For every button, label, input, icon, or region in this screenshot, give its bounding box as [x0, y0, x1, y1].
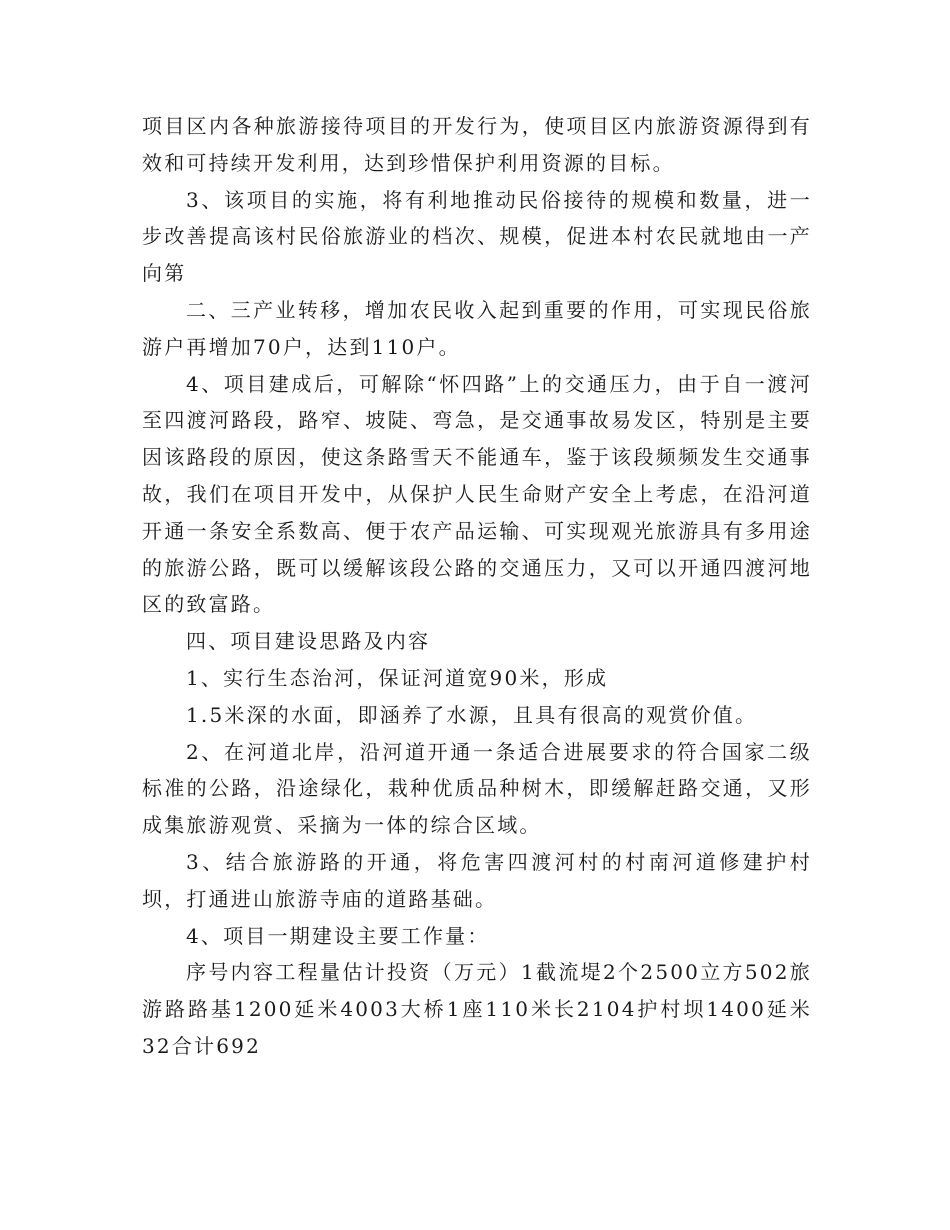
paragraph-item-4-traffic: 4、项目建成后，可解除“怀四路”上的交通压力，由于自一渡河至四渡河路段，路窄、坡陡、弯急，是交通事故易发区，特别是主要因该路段的原因，使这条路雪天不能通车，鉴于该段频频发生交通事故，我们在项目开发中，从保护人民生命财产安全上考虑，在沿河道开通一条安全系数高、便于农产品运输、可实现观光旅游具有多用途的旅游公路，既可以缓解该段公路的交通压力，又可以开通四渡河地区的致富路。 — [142, 371, 812, 617]
paragraph-item-3-folk-reception: 3、该项目的实施，将有利地推动民俗接待的规模和数量，进一步改善提高该村民俗旅游业的档次、规模，促进本村农民就地由一产向第 — [142, 187, 812, 286]
paragraph-industry-transfer: 二、三产业转移，增加农民收入起到重要的作用，可实现民俗旅游户再增加70户，达到110户。 — [142, 297, 812, 359]
paragraph-content-item-3: 3、结合旅游路的开通，将危害四渡河村的村南河道修建护村坝，打通进山旅游寺庙的道路基础。 — [142, 849, 812, 911]
paragraph-content-item-1: 1、实行生态治河，保证河道宽90米，形成 — [186, 665, 609, 690]
paragraph-workload-list: 序号内容工程量估计投资（万元）1截流堤2个2500立方502旅游路路基1200延米4003大桥1座110米长2104护村坝1400延米32合计692 — [142, 960, 812, 1058]
paragraph-water-surface: 1.5米深的水面，即涵养了水源，且具有很高的观赏价值。 — [186, 702, 758, 727]
document-body — [142, 108, 812, 1065]
paragraph-content-item-2: 2、在河道北岸，沿河道开通一条适合进展要求的符合国家二级标准的公路，沿途绿化，栽种优质品种树木，即缓解赶路交通，又形成集旅游观赏、采摘为一体的综合区域。 — [142, 739, 812, 838]
section-heading-4: 四、项目建设思路及内容 — [186, 629, 431, 654]
paragraph-content-item-4: 4、项目一期建设主要工作量： — [186, 923, 490, 948]
paragraph-resource-goal: 项目区内各种旅游接待项目的开发行为，使项目区内旅游资源得到有效和可持续开发利用，达到珍惜保护利用资源的目标。 — [142, 114, 812, 175]
